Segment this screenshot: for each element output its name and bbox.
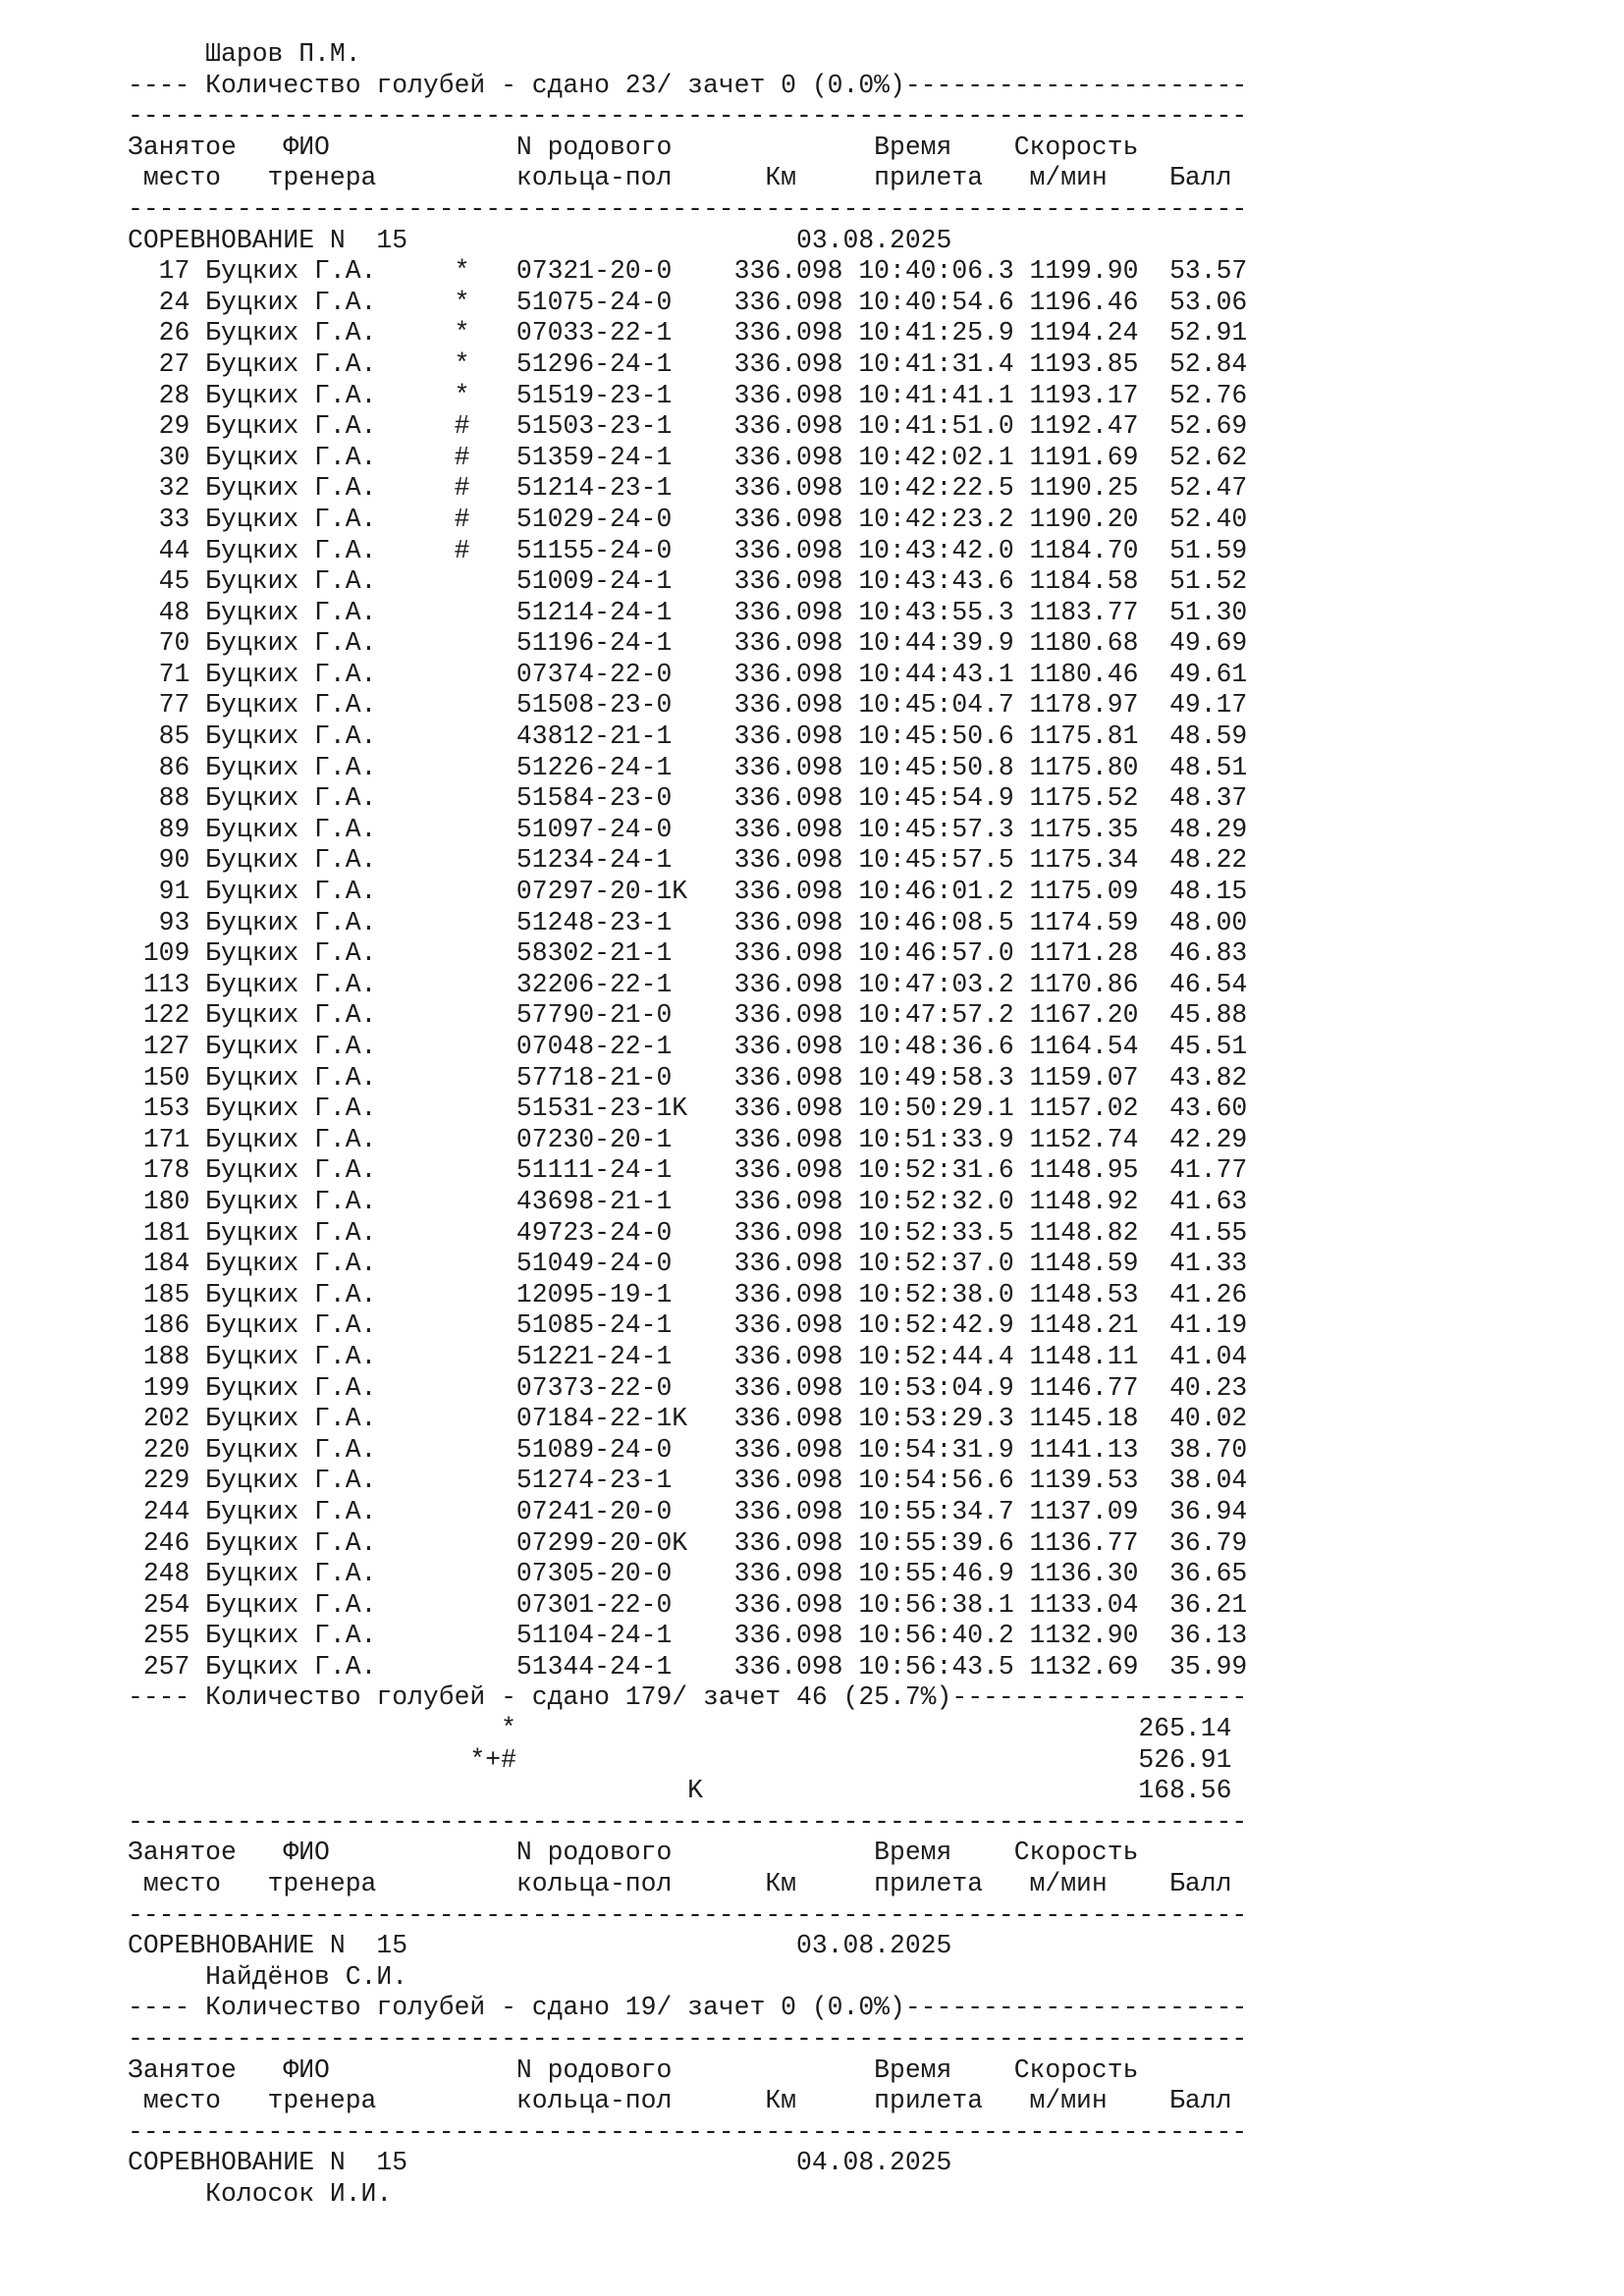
report-line: 122 Буцких Г.А. 57790-21-0 336.098 10:47:57.2 1167.20 45.88 [128, 1000, 1248, 1031]
report-line: 109 Буцких Г.А. 58302-21-1 336.098 10:46:57.0 1171.28 46.83 [128, 938, 1248, 969]
report-line: * 265.14 [128, 1714, 1232, 1744]
report-line: 70 Буцких Г.А. 51196-24-1 336.098 10:44:39.9 1180.68 49.69 [128, 628, 1248, 659]
report-line: 29 Буцких Г.А. # 51503-23-1 336.098 10:41:51.0 1192.47 52.69 [128, 411, 1248, 442]
report-line: 85 Буцких Г.А. 43812-21-1 336.098 10:45:50.6 1175.81 48.59 [128, 721, 1248, 752]
report-line: место тренера кольца-пол Км прилета м/мин Балл [128, 1869, 1232, 1899]
report-line: 26 Буцких Г.А. * 07033-22-1 336.098 10:41:25.9 1194.24 52.91 [128, 318, 1248, 348]
report-line: 257 Буцких Г.А. 51344-24-1 336.098 10:56:43.5 1132.69 35.99 [128, 1651, 1248, 1682]
report-line: 186 Буцких Г.А. 51085-24-1 336.098 10:52:42.9 1148.21 41.19 [128, 1310, 1248, 1341]
report-line: 33 Буцких Г.А. # 51029-24-0 336.098 10:42:23.2 1190.20 52.40 [128, 504, 1248, 534]
report-line: ------------------------------------------------------------------------ [128, 1806, 1248, 1837]
report-line: 89 Буцких Г.А. 51097-24-0 336.098 10:45:57.3 1175.35 48.29 [128, 814, 1248, 844]
report-line: 199 Буцких Г.А. 07373-22-0 336.098 10:53:04.9 1146.77 40.23 [128, 1372, 1248, 1403]
report-line: 24 Буцких Г.А. * 51075-24-0 336.098 10:40:54.6 1196.46 53.06 [128, 287, 1248, 317]
report-line: ------------------------------------------------------------------------ [128, 101, 1248, 132]
report-line: 178 Буцких Г.А. 51111-24-1 336.098 10:52:31.6 1148.95 41.77 [128, 1155, 1248, 1186]
report-line: 77 Буцких Г.А. 51508-23-0 336.098 10:45:04.7 1178.97 49.17 [128, 690, 1248, 721]
report-line: 88 Буцких Г.А. 51584-23-0 336.098 10:45:54.9 1175.52 48.37 [128, 783, 1248, 814]
report-line: 150 Буцких Г.А. 57718-21-0 336.098 10:49:58.3 1159.07 43.82 [128, 1062, 1248, 1093]
race-results-report [128, 39, 1247, 2211]
report-line: 229 Буцких Г.А. 51274-23-1 336.098 10:54:56.6 1139.53 38.04 [128, 1466, 1248, 1496]
report-line: 71 Буцких Г.А. 07374-22-0 336.098 10:44:43.1 1180.46 49.61 [128, 659, 1248, 689]
report-line: 93 Буцких Г.А. 51248-23-1 336.098 10:46:08.5 1174.59 48.00 [128, 907, 1248, 937]
report-line: 44 Буцких Г.А. # 51155-24-0 336.098 10:43:42.0 1184.70 51.59 [128, 535, 1248, 565]
report-line: ------------------------------------------------------------------------ [128, 2024, 1248, 2054]
report-line: 32 Буцких Г.А. # 51214-23-1 336.098 10:42:22.5 1190.25 52.47 [128, 473, 1248, 504]
report-line: 254 Буцких Г.А. 07301-22-0 336.098 10:56:38.1 1133.04 36.21 [128, 1589, 1248, 1620]
report-line: 153 Буцких Г.А. 51531-23-1K 336.098 10:50:29.1 1157.02 43.60 [128, 1094, 1248, 1124]
report-line: 255 Буцких Г.А. 51104-24-1 336.098 10:56:40.2 1132.90 36.13 [128, 1621, 1248, 1651]
report-line: Занятое ФИО N родового Время Скорость [128, 2055, 1139, 2085]
report-line: СОРЕВНОВАНИЕ N 15 04.08.2025 [128, 2148, 952, 2178]
report-line: ---- Количество голубей - сдано 19/ зачет 0 (0.0%)---------------------- [128, 1993, 1248, 2023]
report-line: 202 Буцких Г.А. 07184-22-1K 336.098 10:53:29.3 1145.18 40.02 [128, 1404, 1248, 1434]
report-line: ---- Количество голубей - сдано 23/ зачет 0 (0.0%)---------------------- [128, 70, 1248, 100]
report-line: 171 Буцких Г.А. 07230-20-1 336.098 10:51:33.9 1152.74 42.29 [128, 1124, 1248, 1154]
report-line: ---- Количество голубей - сдано 179/ зачет 46 (25.7%)------------------- [128, 1682, 1248, 1713]
report-line: 28 Буцких Г.А. * 51519-23-1 336.098 10:41:41.1 1193.17 52.76 [128, 380, 1248, 410]
report-line: Занятое ФИО N родового Время Скорость [128, 132, 1139, 162]
report-line: 48 Буцких Г.А. 51214-24-1 336.098 10:43:55.3 1183.77 51.30 [128, 597, 1248, 627]
report-line: Шаров П.М. [128, 39, 361, 69]
report-line: СОРЕВНОВАНИЕ N 15 03.08.2025 [128, 1931, 952, 1961]
report-line: 244 Буцких Г.А. 07241-20-0 336.098 10:55:34.7 1137.09 36.94 [128, 1496, 1248, 1526]
report-line: ------------------------------------------------------------------------ [128, 193, 1248, 224]
report-line: 180 Буцких Г.А. 43698-21-1 336.098 10:52:32.0 1148.92 41.63 [128, 1186, 1248, 1216]
report-line: 248 Буцких Г.А. 07305-20-0 336.098 10:55:46.9 1136.30 36.65 [128, 1559, 1248, 1589]
report-line: 246 Буцких Г.А. 07299-20-0K 336.098 10:55:39.6 1136.77 36.79 [128, 1527, 1248, 1558]
report-line: СОРЕВНОВАНИЕ N 15 03.08.2025 [128, 225, 952, 255]
report-line: 30 Буцких Г.А. # 51359-24-1 336.098 10:42:02.1 1191.69 52.62 [128, 442, 1248, 472]
report-line: K 168.56 [128, 1776, 1232, 1806]
report-line: Занятое ФИО N родового Время Скорость [128, 1838, 1139, 1868]
report-line: место тренера кольца-пол Км прилета м/мин Балл [128, 2086, 1232, 2116]
report-line: 91 Буцких Г.А. 07297-20-1K 336.098 10:46:01.2 1175.09 48.15 [128, 877, 1248, 907]
report-line: 86 Буцких Г.А. 51226-24-1 336.098 10:45:50.8 1175.80 48.51 [128, 752, 1248, 782]
report-line: 113 Буцких Г.А. 32206-22-1 336.098 10:47:03.2 1170.86 46.54 [128, 969, 1248, 999]
report-line: 127 Буцких Г.А. 07048-22-1 336.098 10:48:36.6 1164.54 45.51 [128, 1032, 1248, 1061]
report-line: Колосок И.И. [128, 2178, 393, 2209]
report-line: 90 Буцких Г.А. 51234-24-1 336.098 10:45:57.5 1175.34 48.22 [128, 845, 1248, 876]
report-line: 185 Буцких Г.А. 12095-19-1 336.098 10:52:38.0 1148.53 41.26 [128, 1279, 1248, 1309]
report-line: 220 Буцких Г.А. 51089-24-0 336.098 10:54:31.9 1141.13 38.70 [128, 1434, 1248, 1465]
report-line: Найдёнов С.И. [128, 1961, 408, 1992]
report-line: 27 Буцких Г.А. * 51296-24-1 336.098 10:41:31.4 1193.85 52.84 [128, 348, 1248, 379]
report-line: 188 Буцких Г.А. 51221-24-1 336.098 10:52:44.4 1148.11 41.04 [128, 1341, 1248, 1371]
report-line: ------------------------------------------------------------------------ [128, 1899, 1248, 1930]
report-line: место тренера кольца-пол Км прилета м/мин Балл [128, 163, 1232, 193]
report-line: 181 Буцких Г.А. 49723-24-0 336.098 10:52:33.5 1148.82 41.55 [128, 1217, 1248, 1248]
report-line: *+# 526.91 [128, 1744, 1232, 1775]
report-line: ------------------------------------------------------------------------ [128, 2116, 1248, 2147]
report-line: 45 Буцких Г.А. 51009-24-1 336.098 10:43:43.6 1184.58 51.52 [128, 566, 1248, 597]
report-line: 184 Буцких Г.А. 51049-24-0 336.098 10:52:37.0 1148.59 41.33 [128, 1249, 1248, 1279]
report-line: 17 Буцких Г.А. * 07321-20-0 336.098 10:40:06.3 1199.90 53.57 [128, 256, 1248, 287]
